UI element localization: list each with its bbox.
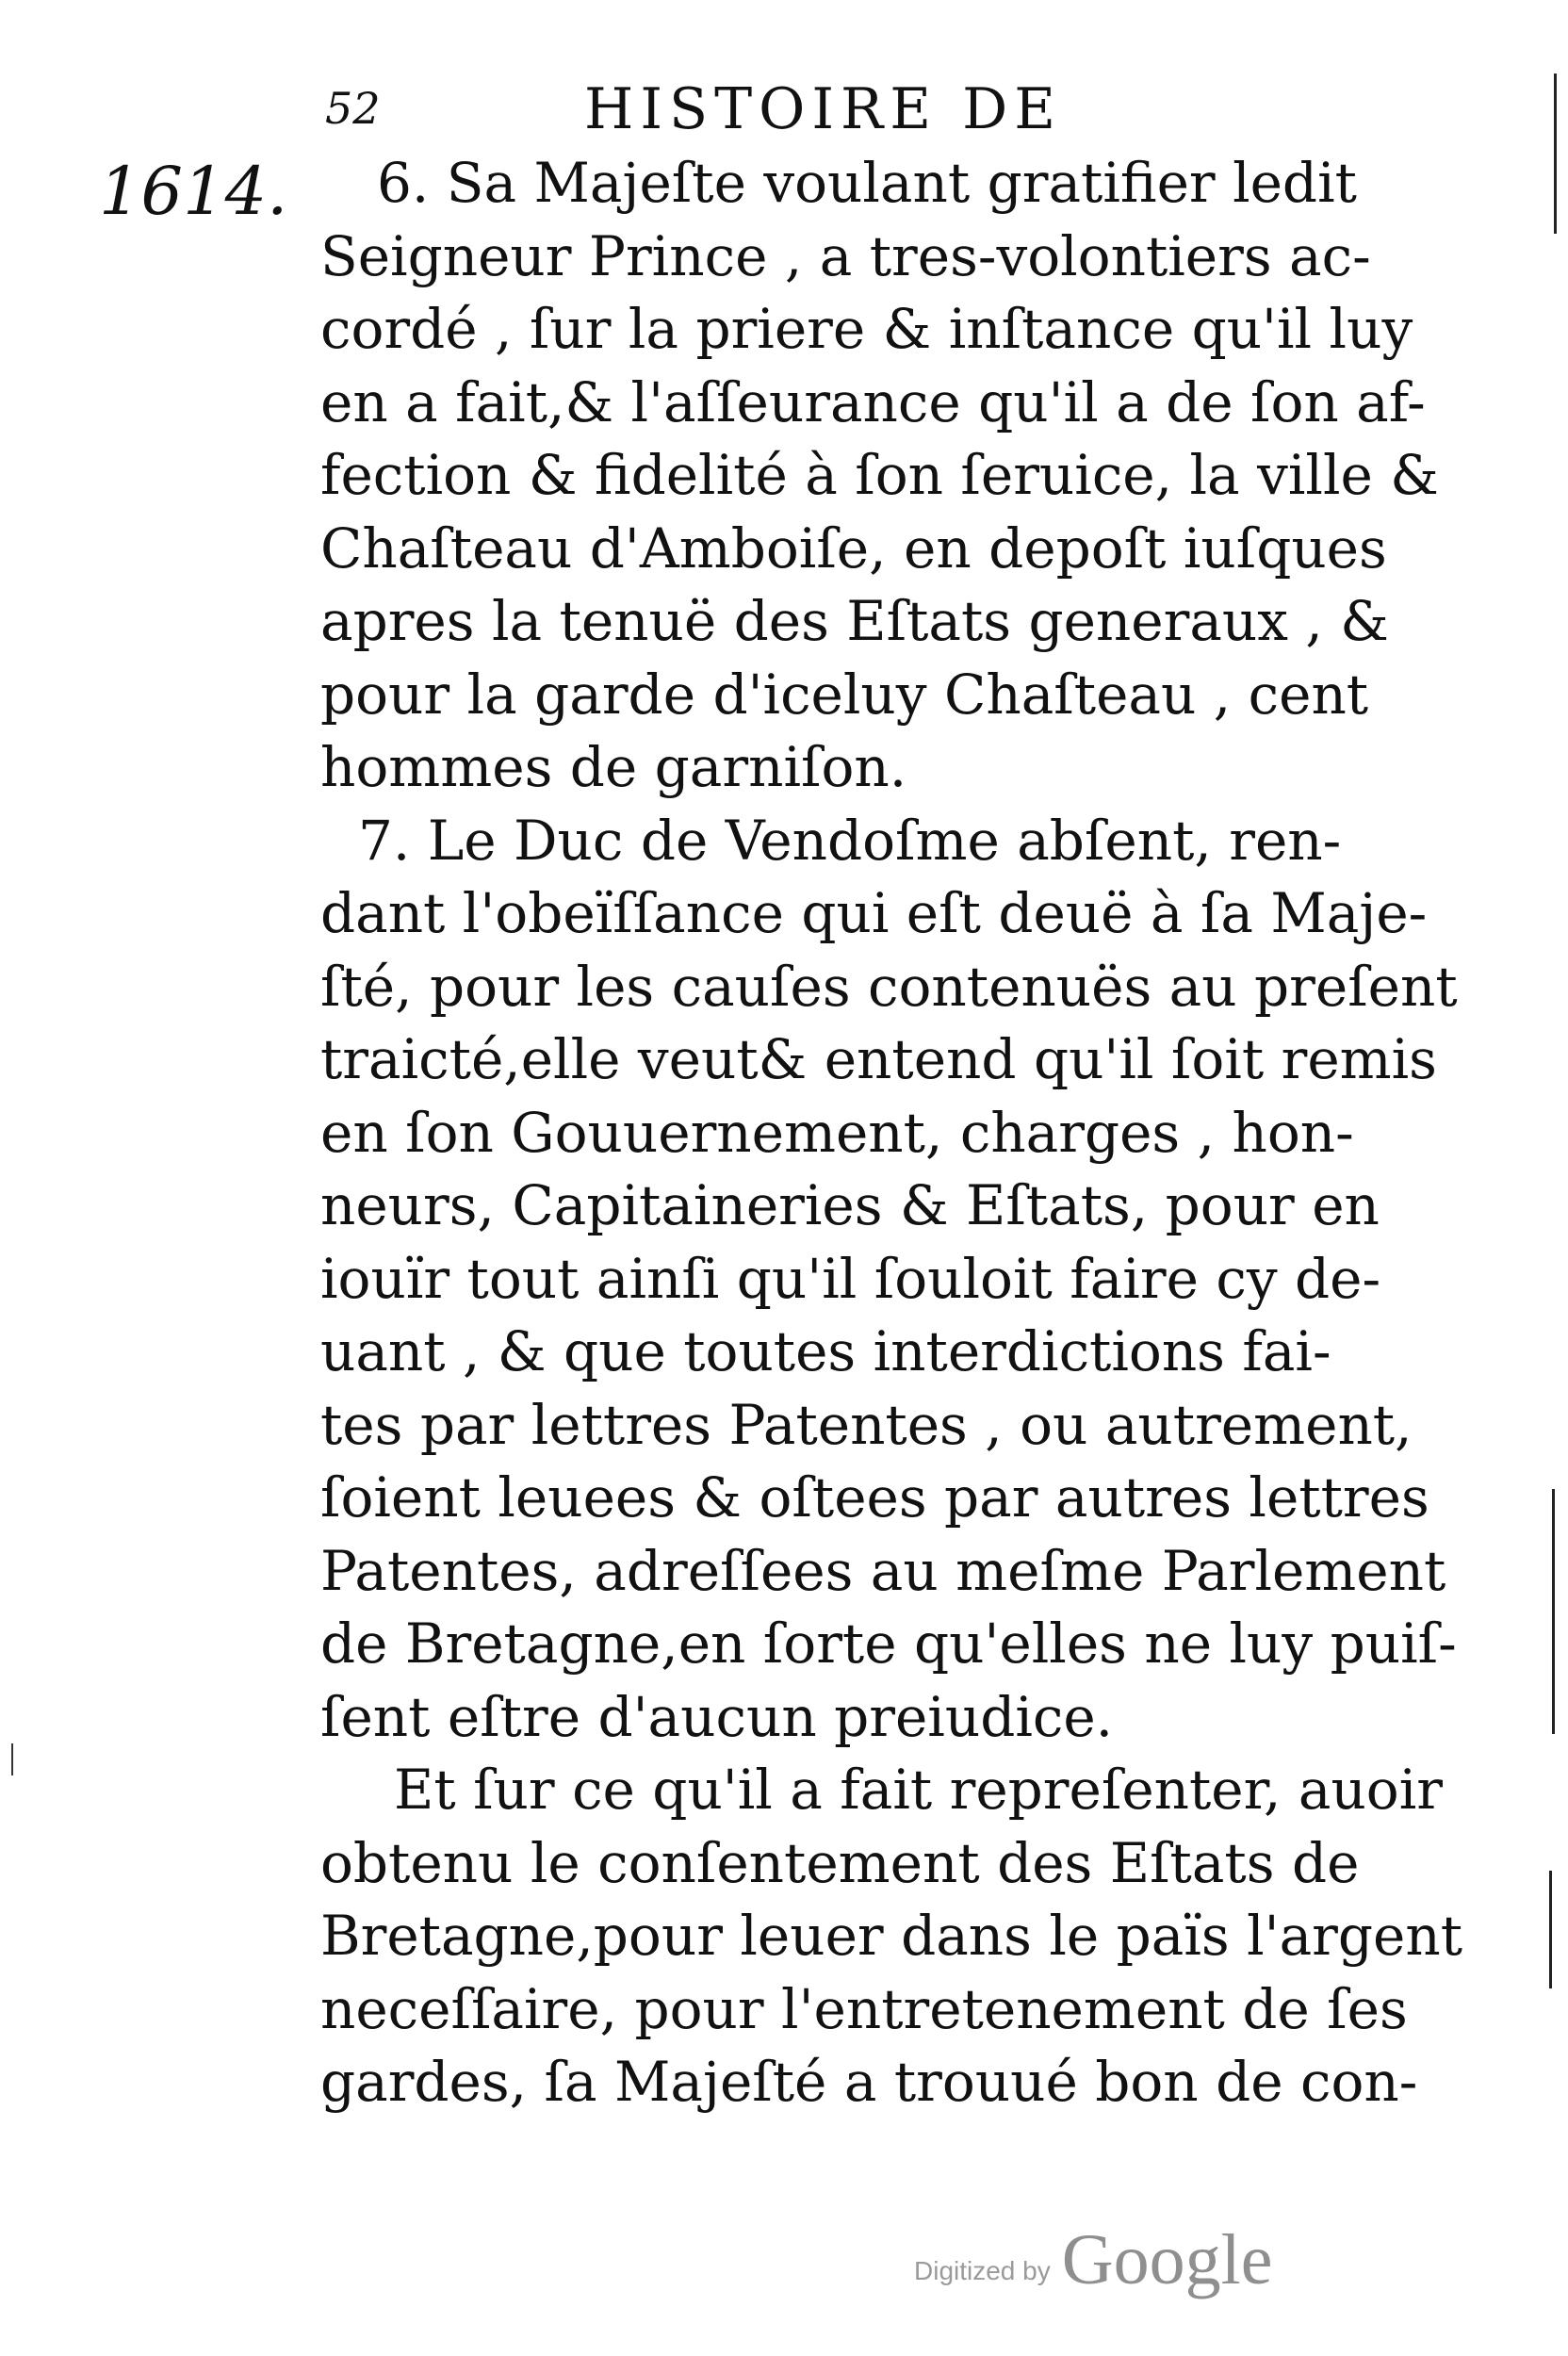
digitized-by-google-watermark (914, 2220, 1273, 2299)
text-line: ſoient leuees & oſtees par autres lettres (320, 1465, 1429, 1530)
text-line: en a fait,& l'aſſeurance qu'il a de ſon af- (320, 369, 1426, 434)
page-body-text (320, 147, 1463, 2119)
text-line: Patentes, adreſſees au meſme Parlement (320, 1538, 1446, 1603)
text-line: dant l'obeïſſance qui eſt deuë à ſa Maje- (320, 881, 1428, 945)
text-line: ſté, pour les cauſes contenuës au preſent (320, 954, 1458, 1019)
text-line: neceſſaire, pour l'entretenement de ſes (320, 1976, 1408, 2041)
text-line: uant , & que toutes interdictions fai- (320, 1319, 1331, 1383)
text-line: iouïr tout ainſi qu'il ſouloit faire cy de- (320, 1246, 1381, 1311)
text-line: cordé , ſur la priere & inſtance qu'il luy (320, 297, 1413, 361)
text-line: Chaſteau d'Amboiſe, en depoſt iuſques (320, 515, 1387, 581)
running-head: HISTOIRE DE (584, 76, 1062, 142)
digitized-by-label: Digitized by (914, 2256, 1051, 2285)
text-line: traicté,elle veut& entend qu'il ſoit remis (320, 1027, 1437, 1091)
text-line: Et ſur ce qu'il a fait repreſenter, auoir (394, 1758, 1443, 1822)
text-line: neurs, Capitaineries & Eſtats, pour en (320, 1173, 1380, 1237)
margin-year-note: 1614. (99, 153, 288, 230)
page-edge-mark (1552, 1489, 1555, 1734)
text-line: Bretagne,pour leuer dans le païs l'argent (320, 1904, 1463, 1968)
page-edge-mark (11, 1743, 13, 1775)
text-line: hommes de garniſon. (320, 735, 907, 799)
text-line: 7. Le Duc de Vendoſme abſent, ren- (358, 808, 1342, 873)
text-line: apres la tenuë des Eſtats generaux , & (320, 589, 1389, 653)
text-line: ſent eſtre d'aucun preiudice. (320, 1684, 1114, 1749)
text-line: de Bretagne,en ſorte qu'elles ne luy puiſ- (320, 1612, 1457, 1676)
text-line: pour la garde d'iceluy Chaſteau , cent (320, 662, 1369, 727)
page-number: 52 (325, 83, 381, 134)
text-line: fection & fidelité à ſon ſeruice, la ville & (320, 443, 1439, 507)
text-line: obtenu le conſentement des Eſtats de (320, 1830, 1360, 1895)
google-wordmark: Google (1061, 2220, 1273, 2299)
text-line: tes par lettres Patentes , ou autrement, (320, 1392, 1413, 1457)
text-line: Seigneur Prince , a tres-volontiers ac- (320, 223, 1371, 288)
text-line: en ſon Gouuernement, charges , hon- (320, 1100, 1354, 1165)
page-edge-mark (1549, 1871, 1552, 1988)
text-line: 6. Sa Majeſte voulant gratifier ledit (377, 151, 1357, 215)
text-line: gardes, ſa Majeſté a trouué bon de con- (320, 2050, 1418, 2114)
page-edge-mark (1554, 74, 1557, 234)
